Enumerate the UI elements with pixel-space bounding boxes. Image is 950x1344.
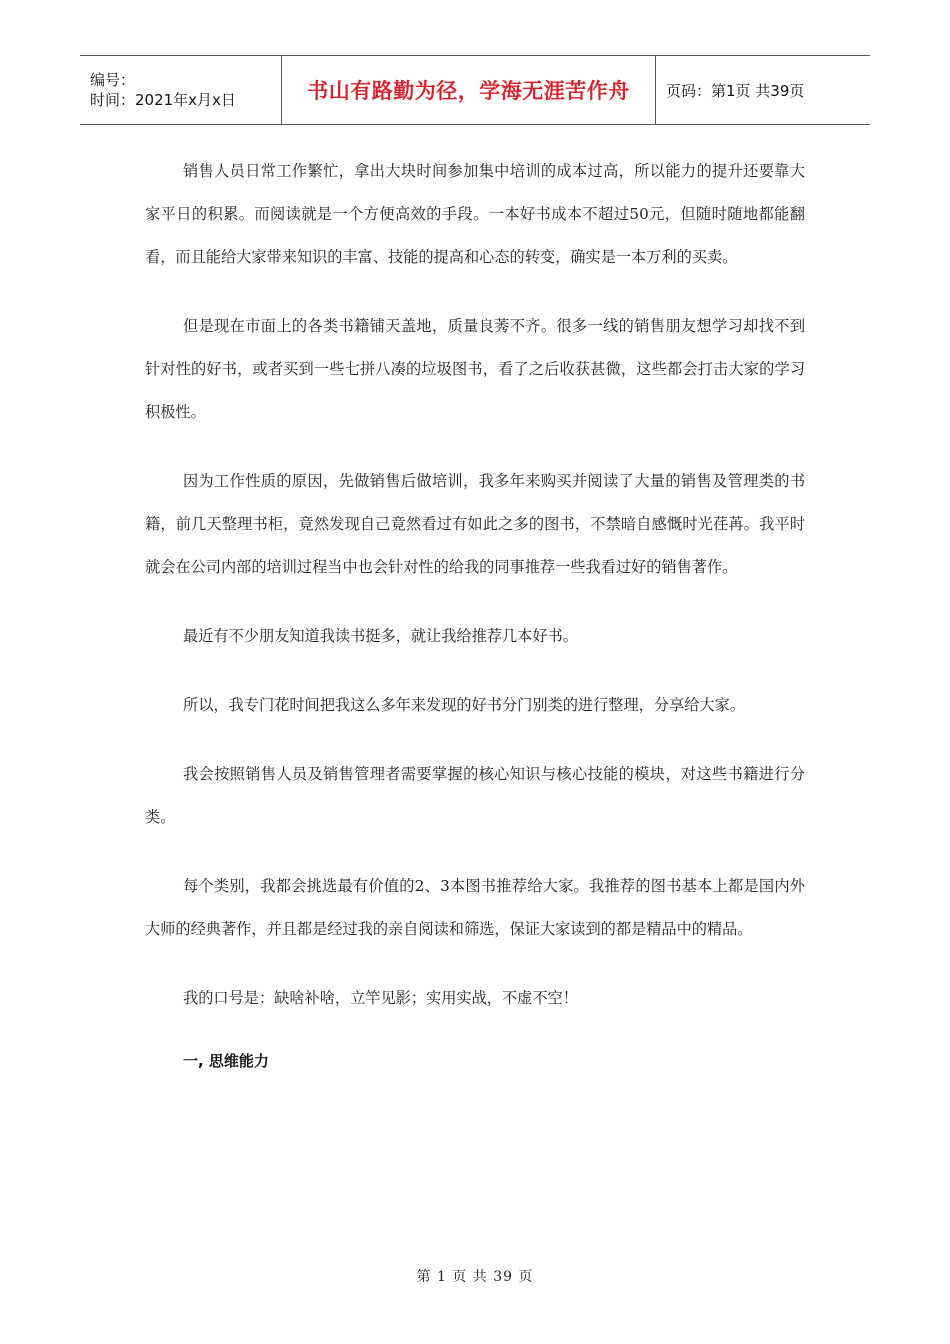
paragraph: 我会按照销售人员及销售管理者需要掌握的核心知识与核心技能的模块，对这些书籍进行分类。 — [145, 765, 805, 826]
document-number-label: 编号： — [90, 71, 136, 89]
paragraph: 最近有不少朋友知道我读书挺多，就让我给推荐几本好书。 — [183, 627, 578, 645]
header-page-label: 页码：第1页 共39页 — [666, 81, 805, 100]
paragraph: 销售人员日常工作繁忙，拿出大块时间参加集中培训的成本过高，所以能力的提升还要靠大家平日的积累。而阅读就是一个方便高效的手段。一本好书成本不超过50元，但随时随地都能翻看，而且能给大家带来知识的丰富、技能的提高和心态的转变，确实是一本万利的买卖。 — [145, 162, 805, 266]
header-table — [80, 55, 870, 125]
paragraph: 我的口号是：缺啥补啥，立竿见影；实用实战，不虚不空！ — [183, 989, 578, 1007]
document-time-label: 时间：2021年x月x日 — [90, 91, 236, 109]
page-footer: 第 1 页 共 39 页 — [416, 1269, 534, 1285]
section-heading: 一, 思维能力 — [183, 1052, 269, 1070]
paragraph: 因为工作性质的原因，先做销售后做培训，我多年来购买并阅读了大量的销售及管理类的书籍，前几天整理书柜，竟然发现自己竟然看过有如此之多的图书，不禁暗自感慨时光荏苒。我平时就会在公司内部的培训过程当中也会针对性的给我的同事推荐一些我看过好的销售著作。 — [145, 472, 805, 576]
header-meta-cell — [80, 56, 282, 124]
header-motto: 书山有路勤为径，学海无涯苦作舟 — [282, 56, 656, 124]
paragraph: 每个类别，我都会挑选最有价值的2、3本图书推荐给大家。我推荐的图书基本上都是国内外大师的经典著作，并且都是经过我的亲自阅读和筛选，保证大家读到的都是精品中的精品。 — [145, 877, 805, 938]
paragraph: 但是现在市面上的各类书籍铺天盖地，质量良莠不齐。很多一线的销售朋友想学习却找不到针对性的好书，或者买到一些七拼八凑的垃圾图书，看了之后收获甚微，这些都会打击大家的学习积极性。 — [145, 317, 805, 421]
document-body — [145, 150, 805, 1076]
paragraph: 所以，我专门花时间把我这么多年来发现的好书分门别类的进行整理，分享给大家。 — [183, 696, 745, 714]
